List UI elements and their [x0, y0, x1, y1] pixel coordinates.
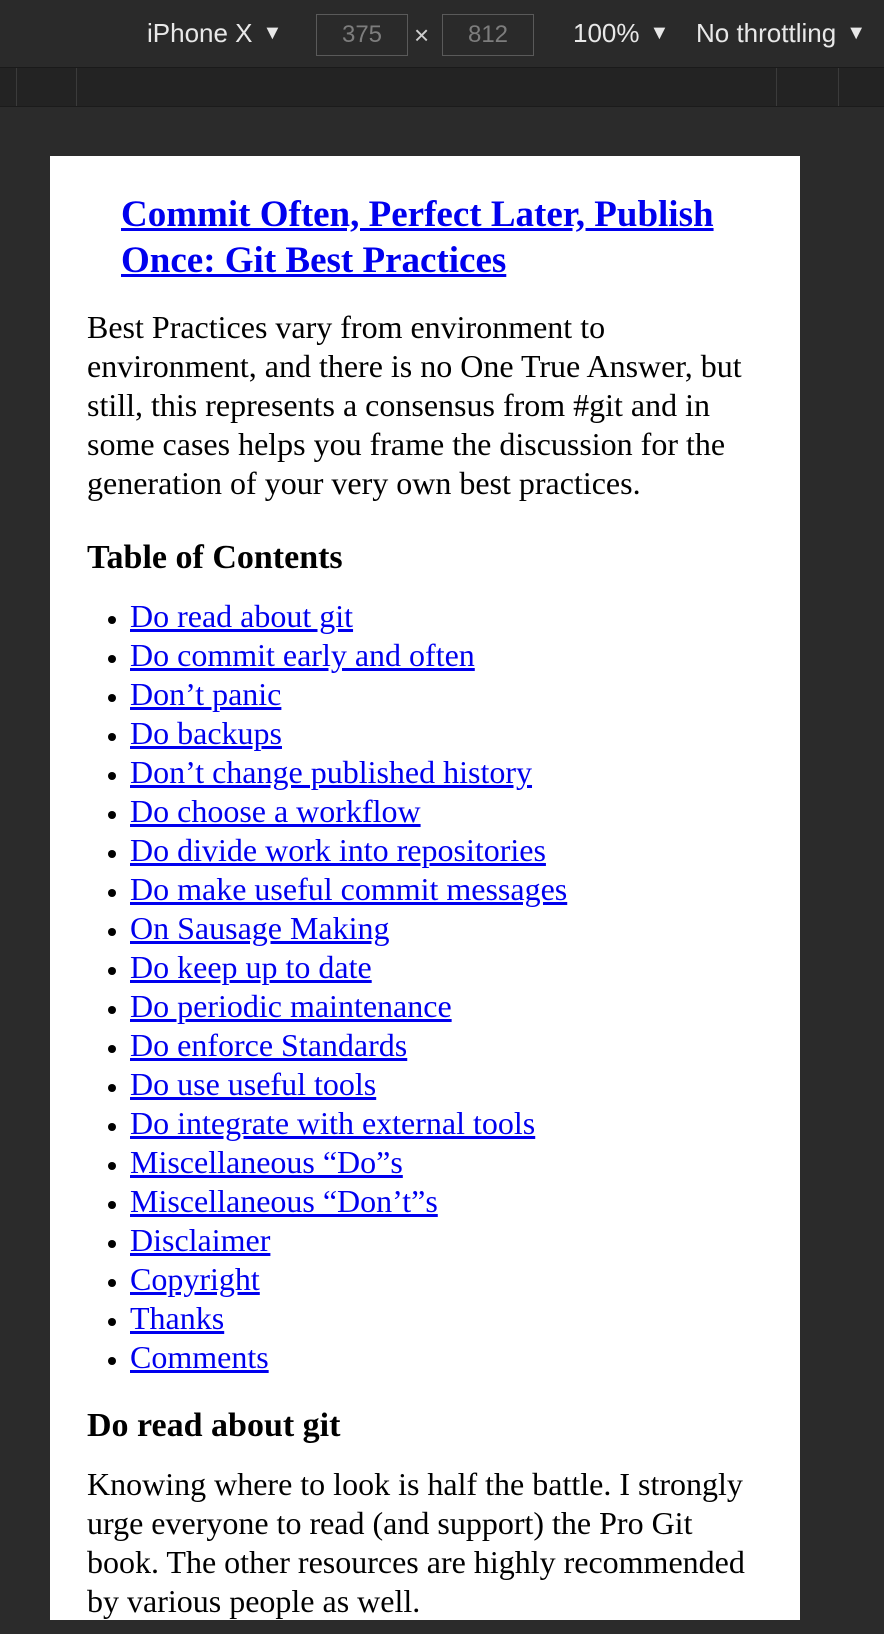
- device-viewport[interactable]: [50, 156, 800, 1620]
- toc-link[interactable]: Miscellaneous “Do”s: [130, 1144, 403, 1180]
- height-input[interactable]: 812: [442, 14, 534, 56]
- throttling-select[interactable]: [696, 18, 866, 49]
- toc-item: [130, 792, 764, 831]
- chevron-down-icon: ▼: [649, 22, 670, 44]
- toc-link[interactable]: Do keep up to date: [130, 949, 372, 985]
- zoom-select[interactable]: [573, 18, 669, 49]
- device-name: iPhone X: [147, 18, 253, 48]
- toc-item: [130, 831, 764, 870]
- page-title: [121, 192, 764, 284]
- media-query-bar: [0, 68, 884, 107]
- toc-item: [130, 1299, 764, 1338]
- toc-link[interactable]: Do integrate with external tools: [130, 1105, 536, 1141]
- chevron-down-icon: ▼: [262, 22, 283, 44]
- bottom-bar: [0, 1620, 884, 1634]
- toc-link[interactable]: Do read about git: [130, 598, 354, 634]
- device-select[interactable]: [147, 18, 282, 49]
- times-icon: ×: [414, 20, 430, 50]
- section-paragraph: Knowing where to look is half the battle. I strongly urge everyone to read (and support) the Pro Git book. The other resources are highly recommended by various people as well.: [87, 1466, 745, 1619]
- toc-link[interactable]: Comments: [130, 1339, 269, 1375]
- section-heading: Do read about git: [87, 1407, 341, 1444]
- chevron-down-icon: ▼: [846, 22, 866, 44]
- toc-item: [130, 675, 764, 714]
- toc-item: [130, 597, 764, 636]
- toc-link[interactable]: Don’t panic: [130, 676, 282, 712]
- toc-item: [130, 1260, 764, 1299]
- toc-link[interactable]: Miscellaneous “Don’t”s: [130, 1183, 438, 1219]
- toc-item: [130, 1104, 764, 1143]
- article: [50, 156, 800, 1620]
- toc-link[interactable]: Do commit early and often: [130, 637, 475, 673]
- toc-item: [130, 987, 764, 1026]
- toc-link[interactable]: Copyright: [130, 1261, 260, 1297]
- toc-item: [130, 1065, 764, 1104]
- toc-link[interactable]: Thanks: [130, 1300, 225, 1336]
- width-input[interactable]: 375: [316, 14, 408, 56]
- toc-link[interactable]: Don’t change published history: [130, 754, 533, 790]
- toc-link[interactable]: Do use useful tools: [130, 1066, 377, 1102]
- toc-item: [130, 636, 764, 675]
- zoom-value: 100%: [573, 18, 640, 48]
- toc-list: [87, 597, 764, 1377]
- toc-link[interactable]: Do choose a workflow: [130, 793, 421, 829]
- toc-heading: Table of Contents: [87, 539, 343, 576]
- toc-item: [130, 714, 764, 753]
- toc-item: [130, 1143, 764, 1182]
- toc-item: [130, 1182, 764, 1221]
- toc-item: [130, 909, 764, 948]
- toc-link[interactable]: Do periodic maintenance: [130, 988, 452, 1024]
- toc-item: [130, 753, 764, 792]
- toc-link[interactable]: Do backups: [130, 715, 282, 751]
- media-query-segment[interactable]: [838, 68, 839, 106]
- toc-link[interactable]: Do enforce Standards: [130, 1027, 408, 1063]
- device-toolbar: [0, 0, 884, 68]
- toc-link[interactable]: Do make useful commit messages: [130, 871, 568, 907]
- page-title-link[interactable]: Commit Often, Perfect Later, Publish Once: Git Best Practices: [121, 194, 714, 281]
- toc-item: [130, 948, 764, 987]
- intro-paragraph: Best Practices vary from environment to environment, and there is no One True Answer, but still, this represents a consensus from #git and in some cases helps you frame the discussion for the generation of your very own best practices.: [87, 309, 742, 501]
- throttling-value: No throttling: [696, 18, 837, 48]
- toc-link[interactable]: Disclaimer: [130, 1222, 271, 1258]
- media-query-segment[interactable]: [776, 68, 777, 106]
- media-query-segment[interactable]: [16, 68, 17, 106]
- toc-item: [130, 1338, 764, 1377]
- toc-item: [130, 1026, 764, 1065]
- toc-link[interactable]: Do divide work into repositories: [130, 832, 546, 868]
- toc-item: [130, 870, 764, 909]
- media-query-segment[interactable]: [76, 68, 77, 106]
- toc-item: [130, 1221, 764, 1260]
- toc-link[interactable]: On Sausage Making: [130, 910, 390, 946]
